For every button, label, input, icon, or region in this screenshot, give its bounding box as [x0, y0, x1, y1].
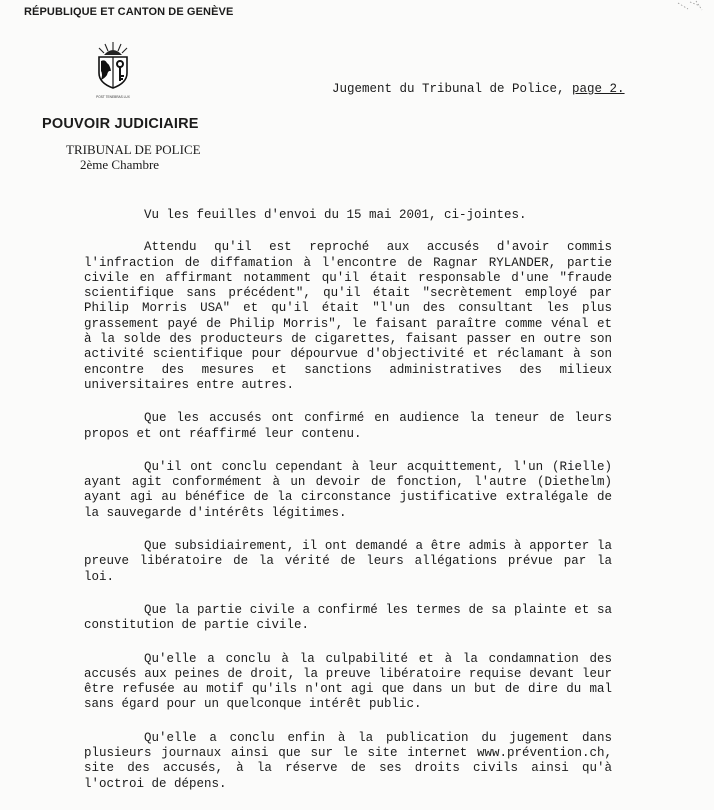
paragraph-acquittal: Qu'il ont conclu cependant à leur acquittement, l'un (Rielle) ayant agit conformément à un devoir de fonction, l'autre (Diethelm) ayant agi au bénéfice de la circonstance justificative extralégale de la sauvegarde d'intérêts légitimes.	[84, 459, 612, 520]
page-label: page 2.	[572, 82, 625, 96]
paragraph-publication-request: Qu'elle a conclu enfin à la publication du jugement dans plusieurs journaux ainsi que sur le site internet www.prévention.ch, site des accusés, à la réserve de ses droits civils ainsi qu'à l'octroi de dépens.	[84, 730, 612, 791]
paragraph-subsidiary: Que subsidiairement, il ont demandé a être admis à apporter la preuve libératoire de la vérité de leurs allégations prévue par la loi.	[84, 539, 612, 584]
paragraph-charges: Attendu qu'il est reproché aux accusés d'avoir commis l'infraction de diffamation à l'encontre de Ragnar RYLANDER, partie civile en affirmant notamment qu'il était responsable d'une "fraude scientifique sans précédent", qu'il était "secrètement employé par Philip Morris USA" et qu'il était "l'un des consultant les plus grassement payé de Philip Morris", le faisant paraître comme vénal et à la solde des producteurs de cigarettes, faisant passer en outre son activité scientifique pour dépourvue d'objectivité et réclamant à son encontre des mesures et sanctions administratives des milieux universitaires entre autres.	[84, 240, 612, 392]
judgment-body	[84, 208, 612, 810]
court-name: TRIBUNAL DE POLICE	[66, 142, 201, 157]
document-title-text: Jugement du Tribunal de Police,	[332, 82, 573, 96]
paragraph-confirmation: Que les accusés ont confirmé en audience la teneur de leurs propos et ont réaffirmé leur contenu.	[84, 411, 612, 441]
republic-heading: RÉPUBLIQUE ET CANTON DE GENÈVE	[24, 6, 234, 18]
paragraph-civil-party: Que la partie civile a confirmé les termes de sa plainte et sa constitution de partie civile.	[84, 602, 612, 633]
authority-heading: POUVOIR JUDICIAIRE	[42, 116, 199, 132]
geneva-coat-of-arms-icon	[92, 40, 134, 100]
document-title	[332, 82, 625, 96]
paragraph-conviction-request: Qu'elle a conclu à la culpabilité et à la condamnation des accusés aux peines de droit, la preuve libératoire requise devant leur être refusée au motif qu'ils n'ont agi que dans un but de dire du mal sans égard pour un quelconque intérêt public.	[84, 651, 612, 712]
crest-motto: POST TENEBRAS LUX	[96, 95, 130, 99]
paragraph-intro: Vu les feuilles d'envoi du 15 mai 2001, ci-jointes.	[144, 208, 527, 222]
chamber-name: 2ème Chambre	[80, 157, 160, 172]
scan-mark-icon	[676, 0, 704, 14]
